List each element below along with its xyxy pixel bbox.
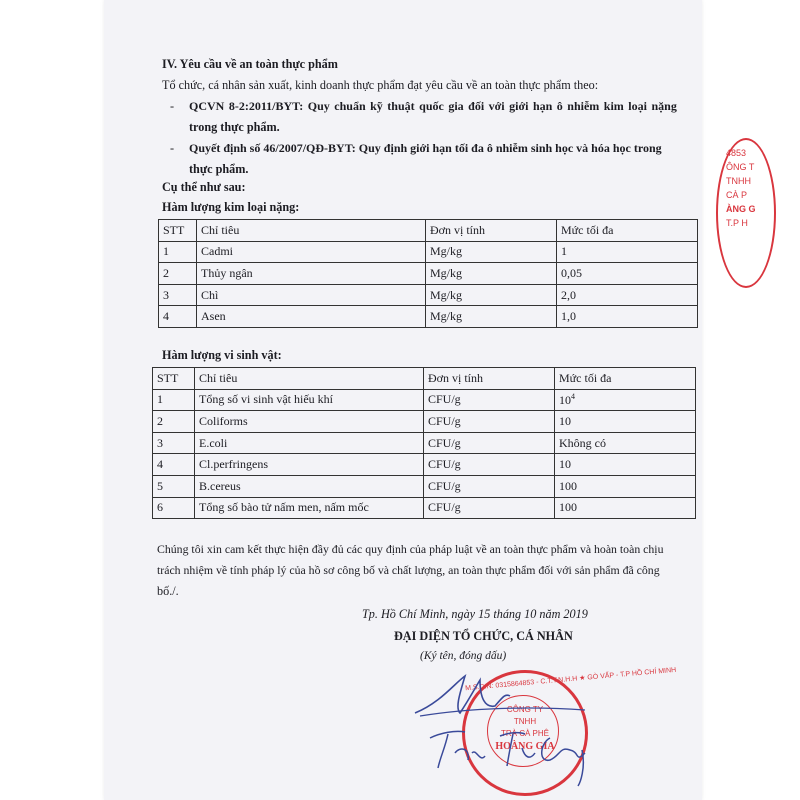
microbes-title: Hàm lượng vi sinh vật: — [162, 348, 282, 362]
cell-max: 1 — [557, 241, 698, 263]
stamp-ring-text: M.S.D.N: 0315864853 - C.T.T.N.H.H ★ GÒ VẤP - T.P HỒ CHÍ MINH — [464, 666, 677, 693]
bullet-2-line2: thực phẩm. — [189, 162, 249, 176]
header-stt: STT — [153, 368, 195, 390]
max-exponent: 4 — [571, 391, 575, 401]
table-row — [159, 306, 698, 328]
cell-unit: CFU/g — [424, 389, 555, 411]
commitment-line2: trách nhiệm về tính pháp lý của hồ sơ công bố và chất lượng, an toàn thực phẩm đối với sản phẩm đã công — [157, 563, 660, 577]
table-row — [153, 475, 696, 497]
cell-unit: CFU/g — [424, 497, 555, 519]
header-criteria: Chỉ tiêu — [195, 368, 424, 390]
header-max: Mức tối đa — [555, 368, 696, 390]
side-stamp — [716, 138, 776, 288]
cell-stt: 4 — [159, 306, 197, 328]
cell-criteria: E.coli — [195, 432, 424, 454]
header-unit: Đơn vị tính — [424, 368, 555, 390]
cell-unit: CFU/g — [424, 411, 555, 433]
table-header-row — [159, 220, 698, 242]
table-row — [153, 497, 696, 519]
header-unit: Đơn vị tính — [426, 220, 557, 242]
cell-stt: 1 — [159, 241, 197, 263]
cell-max: 10 — [555, 411, 696, 433]
section-title: IV. Yêu cầu về an toàn thực phẩm — [162, 57, 338, 71]
stamp-line1: CÔNG TY — [506, 705, 544, 714]
cell-unit: Mg/kg — [426, 284, 557, 306]
cell-criteria: Tổng số vi sinh vật hiếu khí — [195, 389, 424, 411]
stamp-line4: HOÀNG GIA — [495, 741, 555, 752]
side-stamp-line: ÀNG G — [726, 204, 756, 214]
cell-max: 100 — [555, 475, 696, 497]
cell-stt: 1 — [153, 389, 195, 411]
place-date: Tp. Hồ Chí Minh, ngày 15 tháng 10 năm 2019 — [362, 607, 588, 621]
cell-stt: 5 — [153, 475, 195, 497]
max-base: 10 — [559, 392, 571, 407]
cell-max: 1,0 — [557, 306, 698, 328]
cell-stt: 3 — [159, 284, 197, 306]
side-stamp-line: CÀ P — [726, 190, 748, 200]
handwritten-signature — [410, 666, 677, 788]
cell-unit: CFU/g — [424, 432, 555, 454]
header-stt: STT — [159, 220, 197, 242]
cell-max: 2,0 — [557, 284, 698, 306]
cell-unit: Mg/kg — [426, 306, 557, 328]
bullet-2-line1: Quyết định số 46/2007/QĐ-BYT: Quy định giới hạn tối đa ô nhiễm sinh học và hóa học trong — [189, 141, 662, 155]
cell-max: 10 — [555, 454, 696, 476]
cell-criteria: B.cereus — [195, 475, 424, 497]
side-stamp-line: TNHH — [726, 176, 751, 186]
cell-criteria: Thủy ngân — [197, 263, 426, 285]
table-row — [153, 432, 696, 454]
cell-unit: Mg/kg — [426, 263, 557, 285]
cell-stt: 4 — [153, 454, 195, 476]
side-stamp-line: 4853 — [726, 148, 747, 158]
table-row — [153, 454, 696, 476]
cell-max: Không có — [555, 432, 696, 454]
heavy-metals-title: Hàm lượng kim loại nặng: — [162, 200, 300, 214]
cell-criteria: Coliforms — [195, 411, 424, 433]
stamp-line3: TRÀ CÀ PHÊ — [500, 729, 549, 738]
cell-max: 100 — [555, 497, 696, 519]
table-row — [153, 389, 696, 411]
cell-criteria: Cl.perfringens — [195, 454, 424, 476]
header-criteria: Chỉ tiêu — [197, 220, 426, 242]
commitment-line3: bố./. — [157, 584, 179, 598]
table-row — [153, 411, 696, 433]
heavy-metals-table — [158, 219, 698, 328]
commitment-line1: Chúng tôi xin cam kết thực hiện đầy đủ các quy định của pháp luật về an toàn thực phẩm và hoàn toàn chịu — [157, 542, 664, 556]
signature-note: (Ký tên, đóng dấu) — [420, 650, 507, 662]
bullet-dash: - — [170, 99, 175, 113]
table-row — [159, 241, 698, 263]
cell-unit: CFU/g — [424, 475, 555, 497]
side-stamp-line: ÔNG T — [726, 162, 755, 172]
table-row — [159, 263, 698, 285]
cell-criteria: Tổng số bào tử nấm men, nấm mốc — [195, 497, 424, 519]
stamp-line2: TNHH — [513, 717, 537, 726]
cell-max — [555, 389, 696, 411]
cell-stt: 6 — [153, 497, 195, 519]
side-stamp-line: T.P H — [726, 218, 748, 228]
bullet-1-line2: trong thực phẩm. — [189, 120, 280, 134]
microbes-table — [152, 367, 696, 519]
header-max: Mức tối đa — [557, 220, 698, 242]
cell-stt: 2 — [159, 263, 197, 285]
cell-stt: 2 — [153, 411, 195, 433]
intro-text: Tổ chức, cá nhân sản xuất, kinh doanh thực phẩm đạt yêu cầu về an toàn thực phẩm theo: — [162, 78, 599, 92]
cell-stt: 3 — [153, 432, 195, 454]
cell-criteria: Asen — [197, 306, 426, 328]
cell-criteria: Chì — [197, 284, 426, 306]
bullet-1-line1: QCVN 8-2:2011/BYT: Quy chuẩn kỹ thuật quốc gia đối với giới hạn ô nhiễm kim loại nặng — [189, 99, 677, 113]
cell-unit: CFU/g — [424, 454, 555, 476]
signature-title: ĐẠI DIỆN TỔ CHỨC, CÁ NHÂN — [394, 629, 573, 643]
table-row — [159, 284, 698, 306]
table-header-row — [153, 368, 696, 390]
cell-unit: Mg/kg — [426, 241, 557, 263]
bullet-dash: - — [170, 141, 175, 155]
detail-label: Cụ thể như sau: — [162, 180, 246, 194]
cell-max: 0,05 — [557, 263, 698, 285]
cell-criteria: Cadmi — [197, 241, 426, 263]
